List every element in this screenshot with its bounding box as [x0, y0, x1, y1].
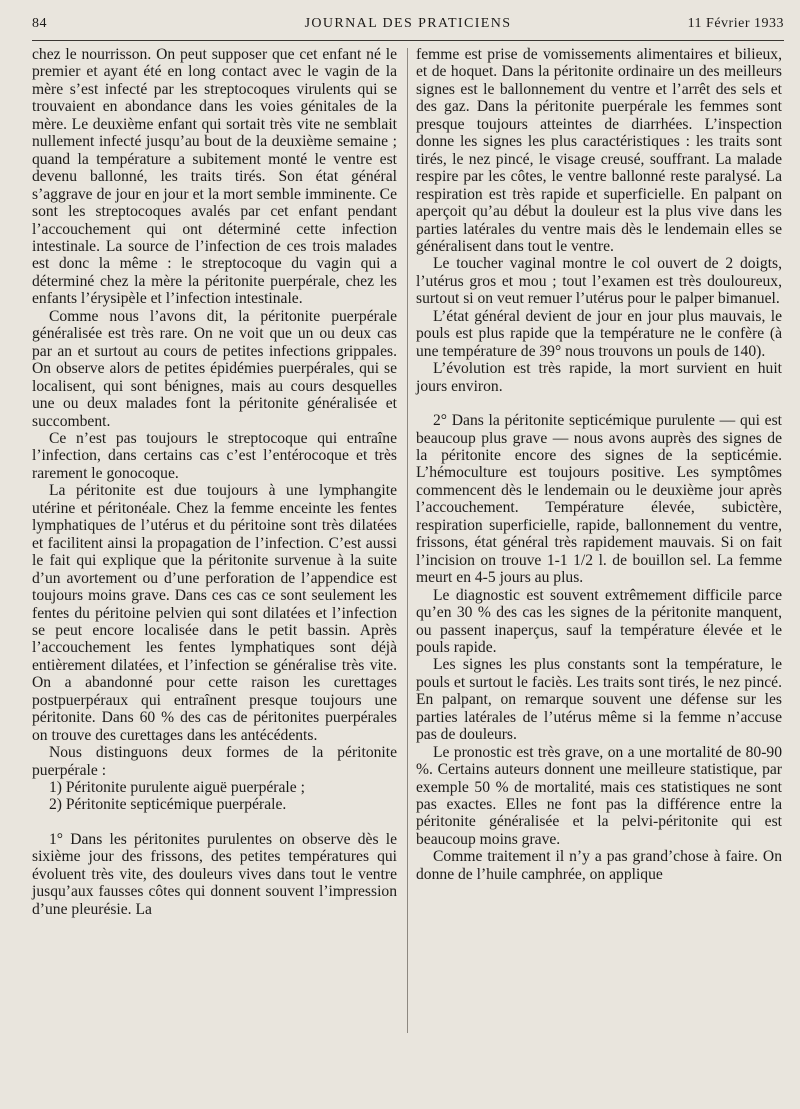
paragraph: Le pronostic est très grave, on a une mortalité de 80-90 %. Certains auteurs donnent une meilleure statistique, par exemple 50 % de mortalité, mais ces statistiques ne sont pas exactes. Elles ne font pas la différence entre la péritonite généralisée et la pelvi-péritonite qui est beaucoup moins grave. — [416, 743, 782, 848]
paragraph: Ce n’est pas toujours le streptocoque qui entraîne l’infection, dans certains cas c’est l’entérocoque et très rarement le gonocoque. — [32, 429, 397, 482]
paragraph: 1° Dans les péritonites purulentes on observe dès le sixième jour des frissons, des petites températures qui évoluent très vite, des douleurs vives dans tout le ventre jusqu’aux fausses côtes qui donnent souvent l’impression d’une pleurésie. La — [32, 830, 397, 918]
right-column — [416, 46, 782, 883]
paragraph: L’état général devient de jour en jour plus mauvais, le pouls est plus rapide que la température ne le confère (à une température de 39° nous trouvons un pouls de 140). — [416, 307, 782, 360]
list-item: 2) Péritonite septicémique puerpérale. — [49, 796, 287, 814]
paragraph: femme est prise de vomissements alimentaires et bilieux, et de hoquet. Dans la péritonite ordinaire un des meilleurs signes est le ballonnement du ventre et l’arrêt des sels et des gaz. Dans la péritonite puerpérale les femmes sont presque toujours atteintes de diarrhées. L’inspection donne les signes les plus caractéristiques : les traits sont tirés, le nez pincé, le visage creusé, souffrant. La malade respire par les côtes, le ventre ballonné reste paralysé. La respiration est très rapide et superficielle. En palpant on aperçoit qu’au début la douleur est la plus vive dans les parties latérales du ventre mais dès le lendemain elles se généralisent dans tout le ventre. — [416, 46, 782, 255]
list-item: 1) Péritonite purulente aiguë puerpérale ; — [49, 779, 305, 797]
journal-title: JOURNAL DES PRATICIENS — [304, 16, 512, 31]
paragraph: Nous distinguons deux formes de la péritonite puerpérale : — [32, 744, 397, 779]
paragraph: La péritonite est due toujours à une lymphangite utérine et péritonéale. Chez la femme enceinte les fentes lymphatiques de l’utérus et du péritoine sont très dilatées et facilitent ainsi la propagation de l’infection. C’est aussi le fait qui explique que la péritonite survenue à la suite d’un avortement ou d’une perforation de l’appendice est toujours moins grave. Dans ces cas ce sont seulement les fentes du péritoine pelvien qui sont dilatées et l’infection se peut encore localisée dans le petit bassin. Après l’accouchement les fentes lymphatiques sont déjà entièrement dilatées, et l’infection se généralise très vite. On a abandonné pour cette raison les curettages postpuerpéraux qui entraînent presque toujours une péritonite. Dans 60 % des cas de péritonites puerpérales on trouve des curettages dans les antécédents. — [32, 482, 397, 744]
left-column — [32, 46, 397, 918]
paragraph: Le toucher vaginal montre le col ouvert de 2 doigts, l’utérus gros et mou ; tout l’examen est très douloureux, surtout si on veut remuer l’utérus pour le palper bimanuel. — [416, 255, 782, 308]
paragraph: Comme traitement il n’y a pas grand’chose à faire. On donne de l’huile camphrée, on applique — [416, 848, 782, 883]
paragraph: Comme nous l’avons dit, la péritonite puerpérale généralisée est très rare. On ne voit que un ou deux cas par an et surtout au cours de petites infections grippales. On observe alors de petites épidémies puerpérales, qui se localisent, qui sont bénignes, mais au cours desquelles une ou deux malades font la péritonite généralisée et succombent. — [32, 307, 397, 430]
paragraph: 2° Dans la péritonite septicémique purulente — qui est beaucoup plus grave — nous avons auprès des signes de la péritonite encore des signes de la septicémie. L’hémoculture est toujours positive. Les symptômes commencent dès le lendemain ou le deuxième jour après l’accouchement. Température élevée, subictère, respiration superficielle, rapide, ballonnement du ventre, frissons, état général très rapidement mauvais. Si on fait l’incision on trouve 1-1 1/2 l. de bouillon sel. La femme meurt en 4-5 jours au plus. — [416, 412, 782, 587]
paragraph: Les signes les plus constants sont la température, le pouls et surtout le faciès. Les traits sont tirés, le nez pincé. En palpant, on remarque souvent une défense sur les parties latérales de l’utérus même si la femme n’accuse pas de douleurs. — [416, 656, 782, 744]
paragraph: chez le nourrisson. On peut supposer que cet enfant né le premier et ayant été en long contact avec le vagin de la mère s’est infecté par les streptocoques virulents qui se trouvaient en abondance dans les voies génitales de la mère. Le deuxième enfant qui sortait très vite ne semblait nullement infecté jusqu’au bout de la deuxième semaine ; quand la température a subitement monté le ventre est devenu ballonné, les traits tirés. Son état général s’aggrave de jour en jour et la mort semble imminente. Ce sont les streptocoques avalés par cet enfant pendant l’accouchement qui ont déterminé cette infection intestinale. La source de l’infection de ces trois malades est donc la même : le streptocoque du vagin qui a déterminé chez la mère la péritonite puerpérale, chez les enfants l’érysipèle et l’infection intestinale. — [32, 46, 397, 308]
issue-date: 11 Février 1933 — [687, 16, 784, 31]
page-header — [32, 14, 784, 38]
page-number: 84 — [32, 16, 47, 31]
paragraph: L’évolution est très rapide, la mort survient en huit jours environ. — [416, 360, 782, 395]
header-rule — [32, 40, 784, 41]
column-divider — [407, 48, 408, 1033]
paragraph: Le diagnostic est souvent extrêmement difficile parce qu’en 30 % des cas les signes de la péritonite manquent, ou passent inaperçus, sauf la température élevée et le pouls rapide. — [416, 586, 782, 656]
